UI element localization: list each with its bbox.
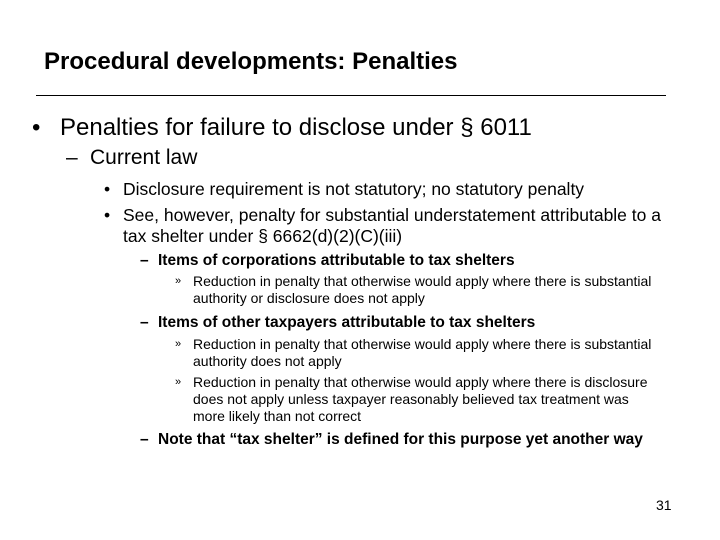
dash-marker: – xyxy=(140,314,149,331)
raquo-marker: » xyxy=(175,275,182,287)
raquo-marker: » xyxy=(175,338,182,350)
closing-note-text: Note that “tax shelter” is defined for this purpose yet another way xyxy=(158,431,643,448)
slide-title: Procedural developments: Penalties xyxy=(44,48,458,75)
item-text: Disclosure requirement is not statutory; no statutory penalty xyxy=(123,179,585,199)
raquo-marker: » xyxy=(175,376,182,388)
dash-marker: – xyxy=(66,146,78,169)
title-divider xyxy=(36,95,666,96)
dot-marker: • xyxy=(104,205,111,225)
page-number: 31 xyxy=(656,497,672,513)
subbullet-text: Current law xyxy=(90,146,198,169)
heading-text: Items of other taxpayers attributable to tax shelters xyxy=(158,314,536,331)
bullet-text: Penalties for failure to disclose under § 6011 xyxy=(60,114,532,141)
item-text: See, however, penalty for substantial understatement attributable to a tax shelter under § 6662(d)(2)(C)(iii) xyxy=(123,205,661,246)
dash-marker: – xyxy=(140,431,149,448)
note-text: Reduction in penalty that otherwise would apply where there is substantial authority does not apply xyxy=(193,336,652,369)
bullet-marker: • xyxy=(32,114,41,141)
note-text: Reduction in penalty that otherwise would apply where there is disclosure does not apply unless taxpayer reasonably believed tax treatment was more likely than not correct xyxy=(193,374,648,424)
dash-marker: – xyxy=(140,252,149,269)
note-text: Reduction in penalty that otherwise would apply where there is substantial authority or disclosure does not apply xyxy=(193,273,652,306)
heading-text: Items of corporations attributable to tax shelters xyxy=(158,252,515,269)
dot-marker: • xyxy=(104,179,111,199)
